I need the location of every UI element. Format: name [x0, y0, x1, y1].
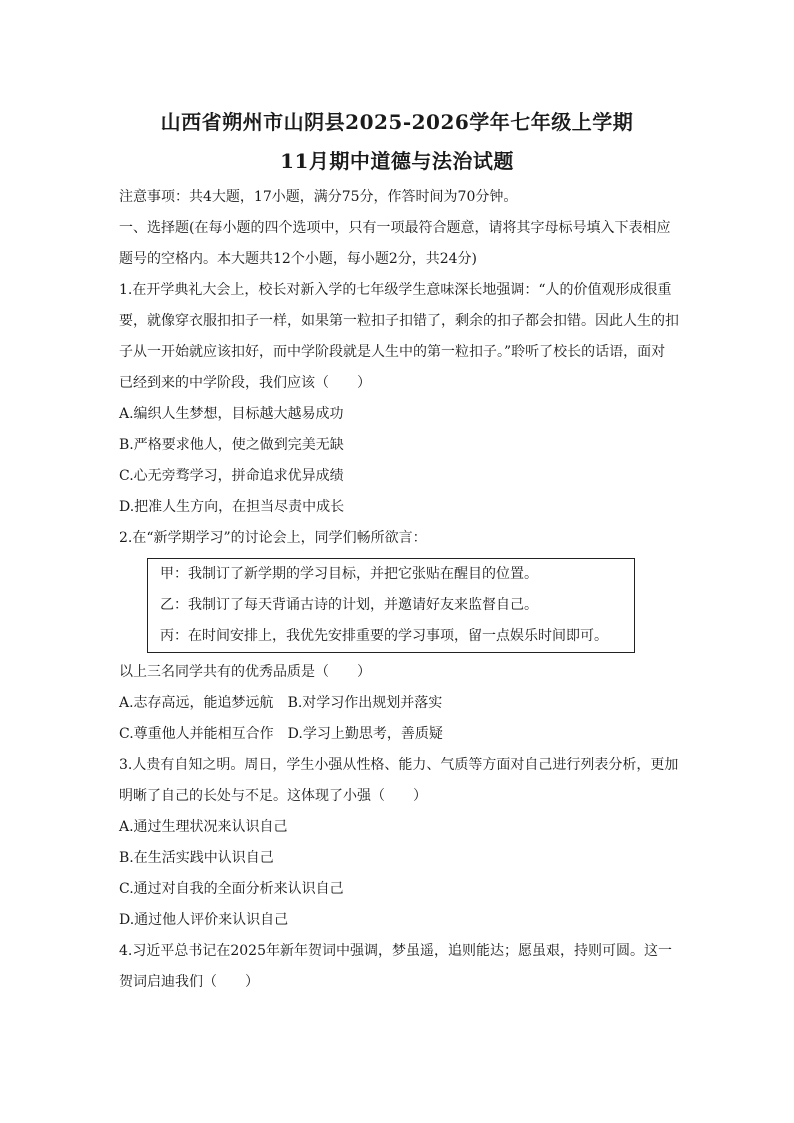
option-b: B.严格要求他人，使之做到完美无缺: [119, 437, 344, 453]
question-3: [119, 750, 679, 936]
question-stem-line: 明晰了自己的长处与不足。这体现了小强（ ）: [119, 788, 427, 804]
option-row: [119, 719, 679, 750]
exam-title-line1: 山西省朔州市山阴县2025-2026学年七年级上学期: [160, 110, 634, 134]
option-row: [119, 688, 679, 719]
question-2: [119, 523, 679, 750]
option-b: B.对学习作出规划并落实: [287, 695, 443, 711]
option-a: A.编织人生梦想，目标越大越易成功: [119, 406, 344, 422]
quote-line: 丙：在时间安排上，我优先安排重要的学习事项，留一点娱乐时间即可。: [160, 628, 608, 644]
question-stem-line: 贺词启迪我们（ ）: [119, 974, 259, 990]
section1-intro-line: 题号的空格内。本大题共12个小题，每小题2分，共24分): [119, 251, 477, 267]
question-1: [119, 275, 679, 523]
question-stem-line: 要，就像穿衣服扣扣子一样，如果第一粒扣子扣错了，剩余的扣子都会扣错。因此人生的扣: [119, 313, 679, 329]
option-c: C.尊重他人并能相互合作: [119, 726, 274, 742]
quote-box: [147, 558, 635, 653]
question-stem-line: 3.人贵有自知之明。周日，学生小强从性格、能力、气质等方面对自己进行列表分析，更加: [119, 757, 679, 773]
question-stem-line: 已经到来的中学阶段，我们应该（ ）: [119, 375, 371, 391]
option-d: D.通过他人评价来认识自己: [119, 912, 289, 928]
exam-title-line2: 11月期中道德与法治试题: [280, 149, 514, 173]
option-d: D.学习上勤思考，善质疑: [287, 726, 443, 742]
option-c: C.通过对自我的全面分析来认识自己: [119, 881, 344, 897]
question-stem-line: 2.在“新学期学习”的讨论会上，同学们畅所欲言：: [119, 530, 427, 546]
option-c: C.心无旁骛学习，拼命追求优异成绩: [119, 468, 344, 484]
notice-text: 注意事项：共4大题，17小题，满分75分，作答时间为70分钟。: [119, 189, 518, 205]
quote-line: 乙：我制订了每天背诵古诗的计划，并邀请好友来监督自己。: [160, 597, 538, 613]
quote-line: 甲：我制订了新学期的学习目标，并把它张贴在醒目的位置。: [160, 566, 538, 582]
question-stem-line: 1.在开学典礼大会上，校长对新入学的七年级学生意味深长地强调：“人的价值观形成很重: [119, 282, 672, 298]
question-stem-line: 4.习近平总书记在2025年新年贺词中强调，梦虽遥，追则能达；愿虽艰，持则可圆。这一: [119, 943, 672, 959]
exam-content: [119, 182, 679, 998]
question-4: [119, 936, 679, 998]
option-a: A.志存高远，能追梦远航: [119, 695, 274, 711]
section1-intro-line: 一、选择题(在每小题的四个选项中，只有一项最符合题意，请将其字母标号填入下表相应: [119, 220, 671, 236]
question-prompt: 以上三名同学共有的优秀品质是（ ）: [119, 664, 371, 680]
option-b: B.在生活实践中认识自己: [119, 850, 274, 866]
option-d: D.把准人生方向，在担当尽责中成长: [119, 499, 345, 515]
question-stem-line: 子从一开始就应该扣好，而中学阶段就是人生中的第一粒扣子。”聆听了校长的话语，面对: [119, 344, 666, 360]
option-a: A.通过生理状况来认识自己: [119, 819, 288, 835]
